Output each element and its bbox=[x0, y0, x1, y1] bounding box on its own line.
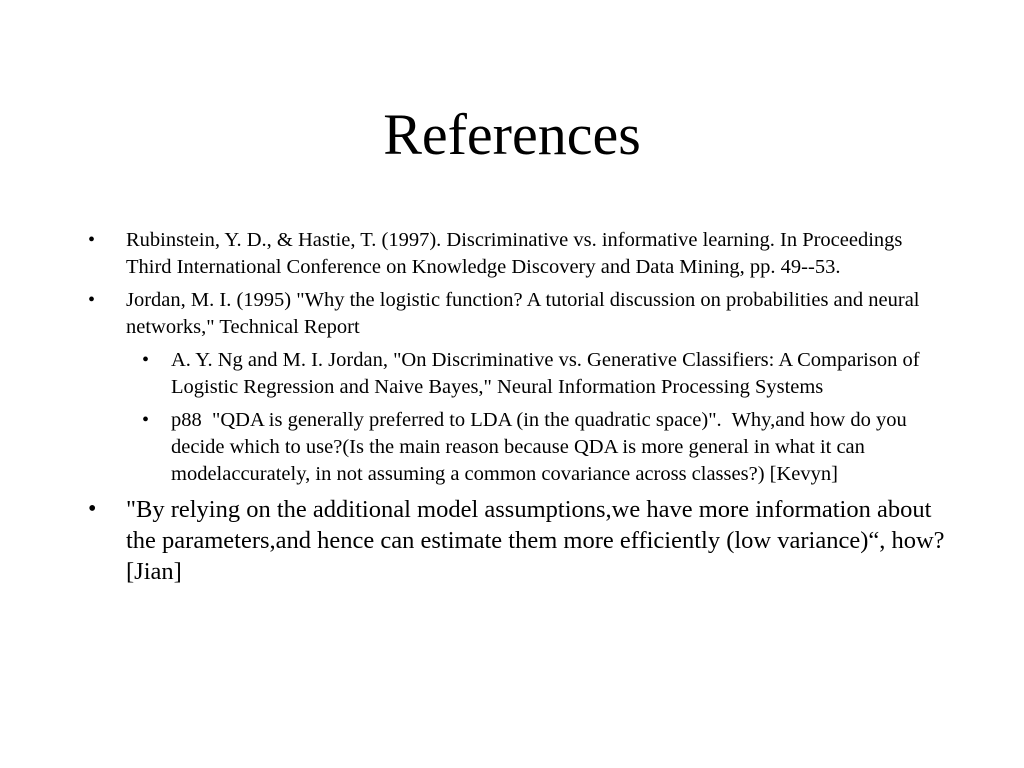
bullet-icon: • bbox=[88, 229, 96, 251]
reference-list bbox=[0, 227, 1024, 587]
sub-list-item bbox=[0, 407, 941, 488]
reference-text: A. Y. Ng and M. I. Jordan, "On Discriminative vs. Generative Classifiers: A Comparison of Logistic Regression and Naive Bayes," Neural Information Processing Systems bbox=[171, 349, 920, 398]
reference-text: Jordan, M. I. (1995) "Why the logistic function? A tutorial discussion on probabilities and neural networks," Technical Report bbox=[126, 289, 920, 338]
bullet-icon: • bbox=[142, 409, 150, 431]
bullet-icon: • bbox=[88, 496, 97, 522]
list-item bbox=[0, 287, 946, 341]
reference-text: Rubinstein, Y. D., & Hastie, T. (1997). Discriminative vs. informative learning. In Proceedings Third International Conference on Knowledge Discovery and Data Mining, pp. 49--53. bbox=[126, 229, 903, 278]
list-item bbox=[0, 494, 946, 587]
bullet-icon: • bbox=[88, 289, 96, 311]
list-item bbox=[0, 227, 946, 281]
sub-list-item bbox=[0, 347, 941, 401]
bullet-icon: • bbox=[142, 349, 150, 371]
question-text: p88 "QDA is generally preferred to LDA (in the quadratic space)". Why,and how do you decide which to use?(Is the main reason because QDA is more general in what it can modelaccurately, in not assuming a common covariance across classes?) [Kevyn] bbox=[171, 409, 912, 485]
question-text: "By relying on the additional model assumptions,we have more information about the parameters,and hence can estimate them more efficiently (low variance)“, how? [Jian] bbox=[126, 496, 945, 585]
slide-title: References bbox=[383, 102, 641, 167]
